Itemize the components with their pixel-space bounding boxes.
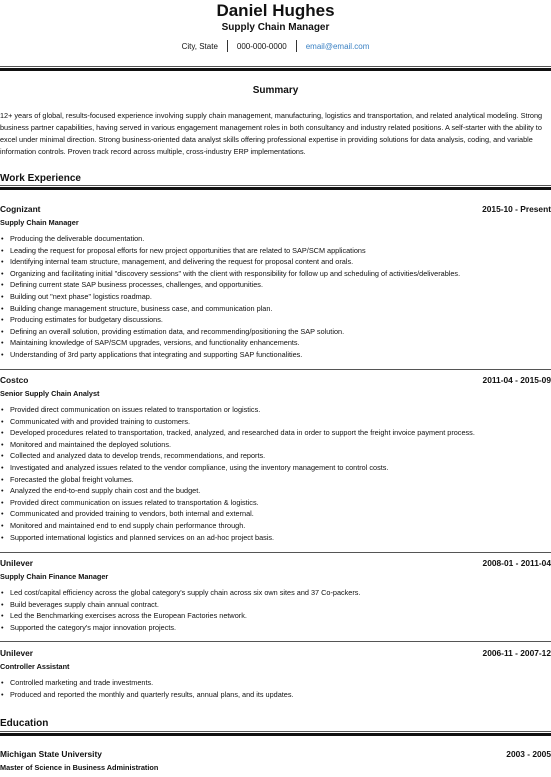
experience-heading: Work Experience (0, 173, 81, 184)
contact-separator (227, 40, 228, 52)
header-divider (0, 66, 551, 67)
job-bullets (0, 587, 551, 633)
contact-separator (296, 40, 297, 52)
job-bullet: • Build beverages supply chain annual contract. (0, 599, 551, 611)
job-bullets (0, 404, 551, 543)
summary-heading: Summary (252, 85, 299, 96)
job-bullet: • Communicated with and provided training to customers. (0, 416, 551, 428)
header-divider-thick (0, 68, 551, 71)
job-bullet: • Developed procedures related to transportation, tracked, analyzed, and researched data in order to support the freight invoice payment process. (0, 427, 551, 439)
job-bullet: • Supported international logistics and planned services on an ad-hoc project basis. (0, 532, 551, 544)
job-dates: 2011-04 - 2015-09 (482, 375, 551, 385)
job-bullet: • Provided direct communication on issues related to transportation & logistics. (0, 497, 551, 509)
job-bullet: • Understanding of 3rd party applications that integrating and supporting SAP functionalities. (0, 349, 551, 361)
job-divider (0, 641, 551, 642)
job-dates: 2008-01 - 2011-04 (482, 558, 551, 568)
candidate-name: Daniel Hughes (216, 1, 335, 20)
job-bullets (0, 233, 551, 361)
job-bullet: • Producing estimates for budgetary discussions. (0, 314, 551, 326)
job-company: Unilever (0, 558, 34, 568)
section-divider-thick (0, 733, 551, 736)
job-bullet: • Building change management structure, business case, and communication plan. (0, 303, 551, 315)
education-header (0, 748, 551, 760)
summary-text: 12+ years of global, results-focused experience involving supply chain management, manufacturing, logistics and transportation, and related analytical modeling. Strong business partner capabilities, having served in various engagement management roles in both consultancy and industry related positions. A self-starter with the ability to excel under minimal direction. Strong business-oriented data analyst skills offering professional expertise in providing solutions for data analysis, coding, and variable information controls. Proven track record across multiple, cross-industry ERP implementations. (0, 111, 543, 156)
candidate-title: Supply Chain Manager (221, 22, 330, 33)
job-bullet: • Monitored and maintained end to end supply chain performance through. (0, 520, 551, 532)
job-bullet: • Provided direct communication on issues related to transportation or logistics. (0, 404, 551, 416)
job-company: Unilever (0, 648, 34, 658)
education-dates: 2003 - 2005 (506, 749, 551, 759)
education-school: Michigan State University (0, 749, 102, 759)
education-entry (0, 748, 551, 773)
job-bullet: • Supported the category's major innovation projects. (0, 622, 551, 634)
job-bullet: • Producing the deliverable documentation. (0, 233, 551, 245)
job-entry (0, 374, 551, 543)
job-bullet: • Organizing and facilitating initial "discovery sessions" with the client with responsibility for follow up and scheduling of activities/deliverables. (0, 268, 551, 280)
section-divider (0, 731, 551, 732)
job-entry (0, 203, 551, 361)
phone: 000-000-0000 (236, 41, 287, 51)
job-role: Supply Chain Manager (0, 218, 79, 227)
job-role: Senior Supply Chain Analyst (0, 389, 100, 398)
section-divider-thick (0, 187, 551, 190)
job-bullet: • Forecasted the global freight volumes. (0, 474, 551, 486)
job-role: Controller Assistant (0, 662, 70, 671)
job-header (0, 647, 551, 659)
job-bullet: • Investigated and analyzed issues related to the vendor compliance, using the inventory management to control costs. (0, 462, 551, 474)
job-bullet: • Building out "next phase" logistics roadmap. (0, 291, 551, 303)
email-link[interactable]: email@email.com (305, 41, 370, 51)
job-header (0, 374, 551, 386)
job-bullet: • Leading the request for proposal efforts for new project opportunities that are related to SAP/SCM applications (0, 245, 551, 257)
job-bullet: • Led cost/capital efficiency across the global category's supply chain across six own sites and 37 Co-packers. (0, 587, 551, 599)
location: City, State (181, 41, 218, 51)
job-bullet: • Produced and reported the monthly and quarterly results, annual plans, and its updates. (0, 689, 551, 701)
job-header (0, 557, 551, 569)
job-company: Cognizant (0, 204, 41, 214)
job-dates: 2006-11 - 2007-12 (482, 648, 551, 658)
job-dates: 2015-10 - Present (482, 204, 551, 214)
section-divider (0, 185, 551, 186)
job-entry (0, 557, 551, 633)
job-divider (0, 552, 551, 553)
job-entry (0, 647, 551, 700)
education-heading: Education (0, 718, 49, 729)
job-bullets (0, 677, 551, 700)
job-bullet: • Communicated and provided training to vendors, both internal and external. (0, 508, 551, 520)
job-header (0, 203, 551, 215)
job-bullet: • Collected and analyzed data to develop trends, recommendations, and reports. (0, 450, 551, 462)
job-bullet: • Defining an overall solution, providing estimation data, and recommending/positioning the SAP solution. (0, 326, 551, 338)
job-bullet: • Monitored and maintained the deployed solutions. (0, 439, 551, 451)
job-bullet: • Analyzed the end-to-end supply chain cost and the budget. (0, 485, 551, 497)
education-degree: Master of Science in Business Administration (0, 763, 159, 772)
contact-line (0, 40, 551, 52)
job-bullet: • Led the Benchmarking exercises across the European Factories network. (0, 610, 551, 622)
job-bullet: • Defining current state SAP business processes, challenges, and opportunities. (0, 279, 551, 291)
job-bullet: • Identifying internal team structure, management, and delivering the request for proposal content and orals. (0, 256, 551, 268)
job-bullet: • Controlled marketing and trade investments. (0, 677, 551, 689)
job-divider (0, 369, 551, 370)
job-role: Supply Chain Finance Manager (0, 572, 109, 581)
job-bullet: • Maintaining knowledge of SAP/SCM upgrades, versions, and functionality enhancements. (0, 337, 551, 349)
job-company: Costco (0, 375, 29, 385)
